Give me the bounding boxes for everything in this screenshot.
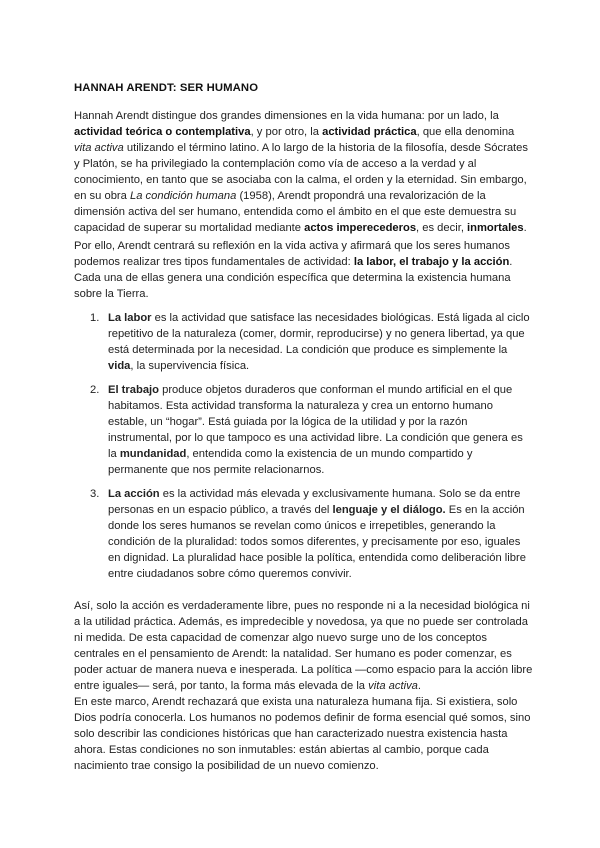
bold-text: actividad práctica (322, 126, 417, 138)
list-item-accion (90, 486, 534, 582)
text: . (417, 680, 422, 692)
text: Es en la acción donde los seres humanos se revelan como únicos e irrepetibles, generando la condición de la pluralidad: todos somos diferentes, y precisamente por eso, iguales en dignidad. La pluralidad hace posible la política, entendida como deliberación libre entre ciudadanos sobre cómo queremos convivir. (108, 504, 526, 580)
italic-text: vita activa (74, 142, 124, 154)
text: Por ello, Arendt centrará su reflexión en la vida activa y afirmará que los seres humanos podemos realizar tres tipos fundamentales de actividad: (74, 240, 510, 268)
text: , y por otro, la (250, 126, 323, 138)
bold-text: la labor, el trabajo y la acción (353, 256, 510, 268)
text: , la supervivencia física. (130, 360, 250, 372)
italic-text: vita activa (368, 680, 418, 692)
text: es la actividad más elevada y exclusivamente humana. Solo se da entre personas en un espacio público, a través del (108, 488, 521, 516)
bold-text: La labor (108, 312, 152, 324)
list-item-labor (90, 310, 534, 374)
bold-text: lenguaje y el diálogo. (332, 504, 446, 516)
text: , entendida como la existencia de un mundo compartido y permanente que nos permite relacionarnos. (108, 448, 473, 476)
text: . Cada una de ellas genera una condición específica que determina la existencia humana sobre la Tierra. (74, 256, 513, 300)
paragraph-freedom (74, 598, 534, 694)
list-text (108, 486, 534, 582)
text: (1958), Arendt propondrá una revalorización de la dimensión activa del ser humano, entendida como el ámbito en el que este demuestra su capacidad de superar su mortalidad mediante (74, 190, 517, 234)
bold-text: mundanidad (119, 448, 187, 460)
text: , es decir, (416, 222, 468, 234)
text: produce objetos duraderos que conforman el mundo artificial en el que habitamos. Esta actividad transforma la naturaleza y crea un entorno humano estable, un “hogar”. Está guiada por la lógica de la utilidad y por la razón instrumental, por lo que tampoco es una actividad libre. La condición que genera es la (108, 384, 523, 460)
list-text (108, 382, 534, 478)
list-number: 3. (90, 488, 100, 500)
paragraph-human-nature: En este marco, Arendt rechazará que exista una naturaleza humana fija. Si existiera, solo Dios podría conocerla. Los humanos no podemos definir de forma esencial qué somos, sino solo describir las condiciones históricas que han caracterizado nuestra existencia hasta ahora. Estas condiciones no son inmutables: están abiertas al cambio, porque cada nacimiento trae consigo la posibilidad de un nuevo comienzo. (74, 696, 531, 772)
list-number: 1. (90, 312, 100, 324)
bold-text: actividad teórica o contemplativa (74, 126, 251, 138)
bold-text: La acción (108, 488, 160, 500)
bold-text: actos imperecederos (304, 222, 417, 234)
text: Hannah Arendt distingue dos grandes dimensiones en la vida humana: por un lado, la (74, 110, 499, 122)
text: . (523, 222, 527, 234)
list-text (108, 310, 534, 374)
list-item-trabajo (90, 382, 534, 478)
list-number: 2. (90, 384, 100, 396)
italic-text: La condición humana (129, 190, 237, 202)
bold-text: inmortales (467, 222, 524, 234)
bold-text: vida (108, 360, 131, 372)
text: es la actividad que satisface las necesidades biológicas. Está ligada al ciclo repetitivo de la naturaleza (comer, dormir, reproducirse) y no genera libertad, ya que está determinada por la necesidad. La condición que produce es simplemente la (108, 312, 530, 356)
document-title: HANNAH ARENDT: SER HUMANO (74, 82, 259, 94)
bold-text: El trabajo (108, 384, 159, 396)
paragraph-activities (74, 238, 534, 302)
text: , que ella denomina (416, 126, 515, 138)
text: utilizando el término latino. A lo largo de la historia de la filosofía, desde Sócrates y Platón, se ha privilegiado la contemplación como vía de acceso a la verdad y al conocimiento, en tanto que se asociaba con la calma, el orden y la eternidad. Sin embargo, en su obra (74, 142, 528, 202)
paragraph-intro (74, 108, 534, 236)
text: Así, solo la acción es verdaderamente libre, pues no responde ni a la necesidad biológica ni a la utilidad práctica. Además, es impredecible y novedosa, ya que no puede ser controlada ni medida. De esta capacidad de comenzar algo nuevo surge uno de los conceptos centrales en el pensamiento de Arendt: la natalidad. Ser humano es poder comenzar, es poder actuar de manera nueva e inesperada. La política —como espacio para la acción libre entre iguales— será, por tanto, la forma más elevada de la (74, 600, 533, 692)
